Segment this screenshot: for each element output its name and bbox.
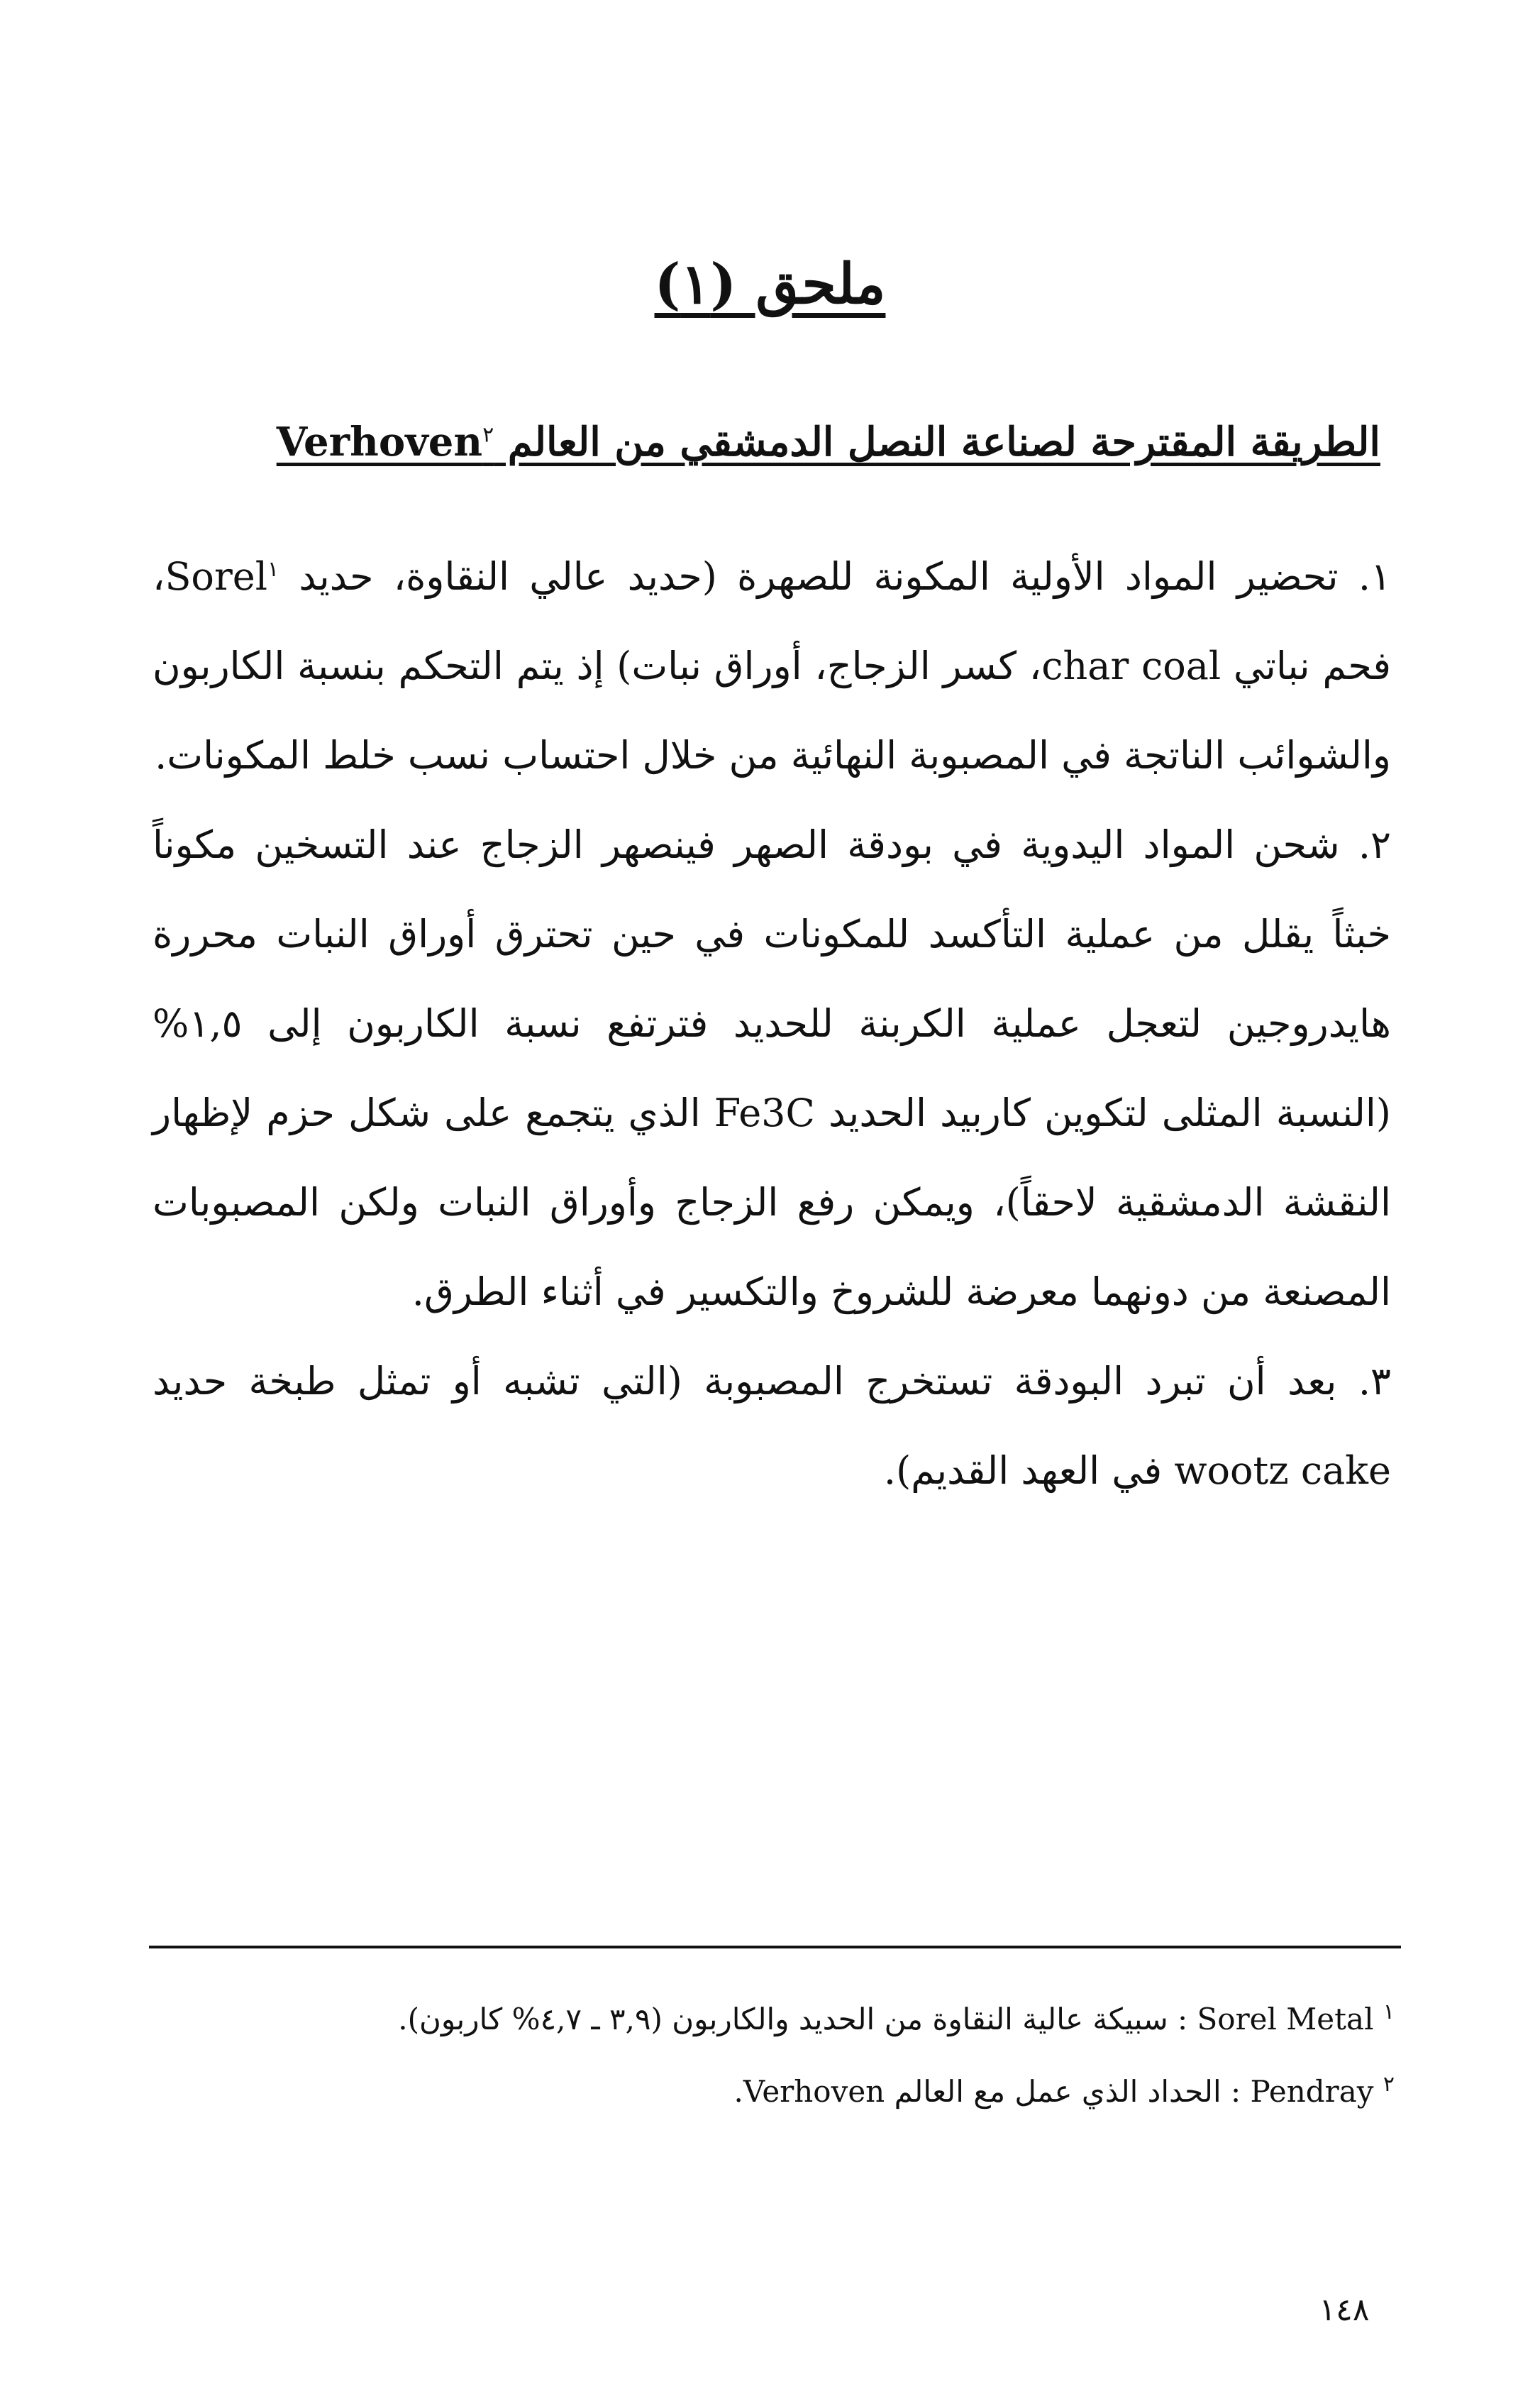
section-subtitle xyxy=(160,419,1380,465)
footnotes xyxy=(149,1980,1395,2124)
step-1-text-start: تحضير المواد الأولية المكونة للصهرة (حديد عالي النقاوة، حديد Sorel xyxy=(165,554,1339,599)
footnote-2 xyxy=(149,2052,1395,2124)
footnote-1-text: Sorel Metal : سبيكة عالية النقاوة من الحديد والكاربون (٣,٩ ـ ٤,٧% كاربون). xyxy=(398,2002,1374,2036)
step-1 xyxy=(153,525,1391,800)
footnote-divider xyxy=(149,1946,1401,1948)
step-3-text: بعد أن تبرد البودقة تستخرج المصبوبة (التي تشبه أو تمثل طبخة حديد wootz cake في العهد القديم). xyxy=(153,1359,1391,1493)
step-2-text: شحن المواد اليدوية في بودقة الصهر فينصهر الزجاج عند التسخين مكوناً خبثاً يقلل من عملية التأكسد للمكونات في حين تحترق أوراق النبات محررة هايدروجين لتعجل عملية الكربنة للحديد فترتفع نسبة الكاربون إلى ١,٥% (النسبة المثلى لتكوين كاربيد الحديد Fe3C الذي يتجمع على شكل حزم لإظهار النقشة الدمشقية لاحقاً)، ويمكن رفع الزجاج وأوراق النبات ولكن المصبوبات المصنعة من دونهما معرضة للشروخ والتكسير في أثناء الطرق. xyxy=(153,822,1391,1314)
step-1-footnote-ref: ١ xyxy=(267,557,279,582)
step-2-number: ٢. xyxy=(1358,822,1391,867)
subtitle-footnote-ref: ٢ xyxy=(482,422,494,448)
subtitle-text: الطريقة المقترحة لصناعة النصل الدمشقي من العالم Verhoven xyxy=(276,419,1380,465)
appendix-heading: ملحق (١) xyxy=(654,252,886,316)
step-3-number: ٣. xyxy=(1358,1359,1391,1404)
step-2 xyxy=(153,800,1391,1337)
step-3 xyxy=(153,1337,1391,1516)
step-1-text-end: ، فحم نباتي char coal، كسر الزجاج، أوراق نبات) إذ يتم التحكم بنسبة الكاربون والشوائب الناتجة في المصبوبة النهائية من خلال احتساب نسب خلط المكونات. xyxy=(153,554,1392,778)
footnote-2-marker: ٢ xyxy=(1383,2072,1395,2097)
footnote-1 xyxy=(149,1980,1395,2052)
footnote-2-text: Pendray : الحداد الذي عمل مع العالم Verhoven. xyxy=(733,2074,1374,2109)
step-1-number: ١. xyxy=(1358,554,1391,599)
page-number: ١٤٨ xyxy=(1319,2292,1370,2328)
procedure-steps xyxy=(153,525,1391,1516)
footnote-1-marker: ١ xyxy=(1383,2000,1395,2024)
